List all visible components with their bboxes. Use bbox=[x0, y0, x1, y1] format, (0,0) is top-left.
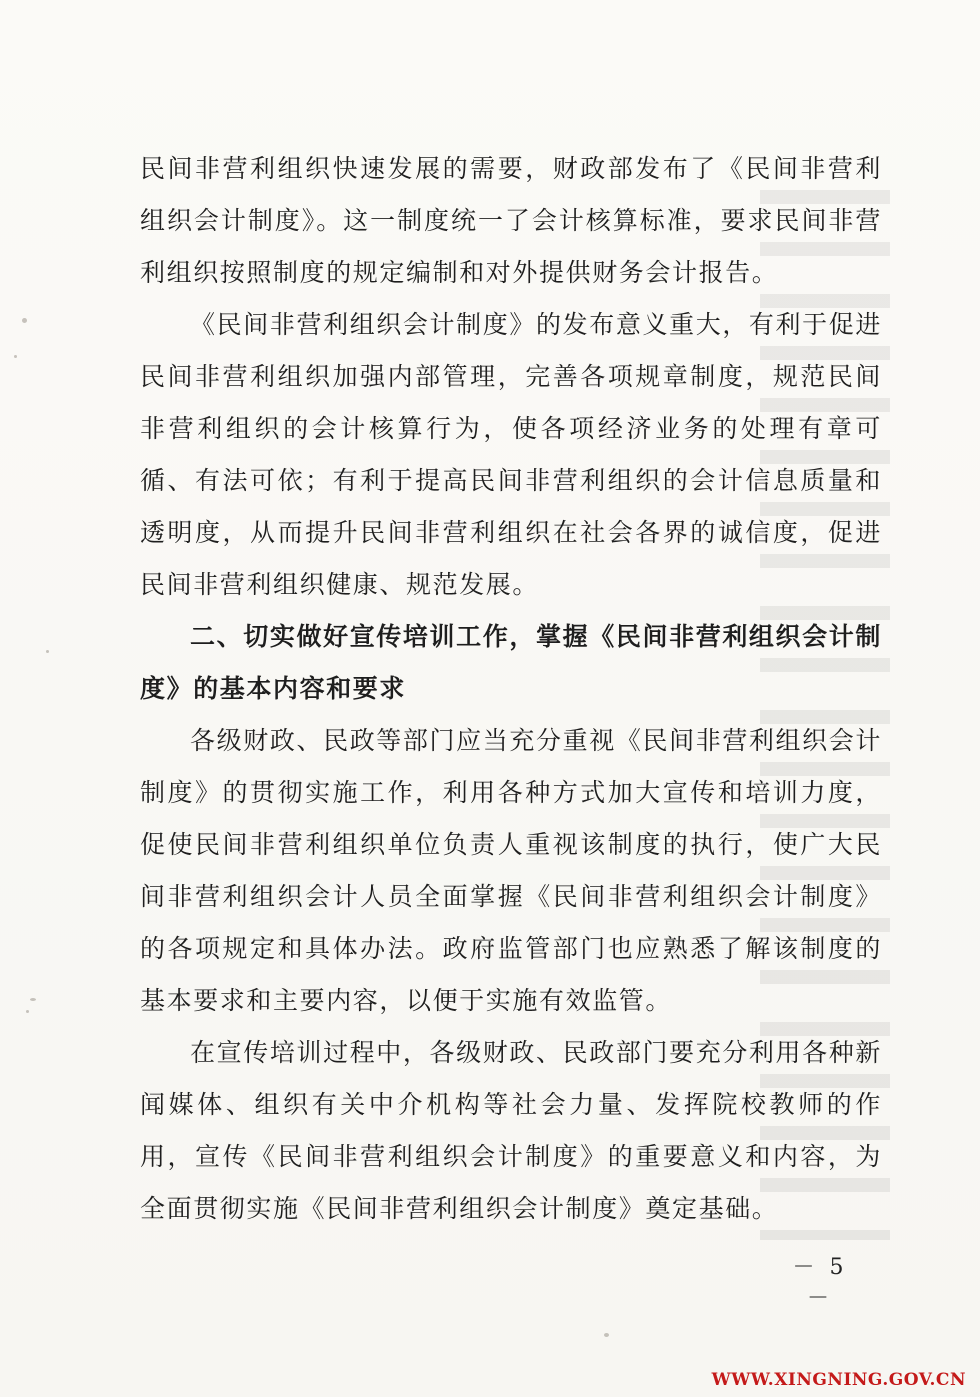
paragraph: 在宣传培训过程中，各级财政、民政部门要充分利用各种新闻媒体、组织有关中介机构等社会力量、发挥院校教师的作用，宣传《民间非营利组织会计制度》的重要意义和内容，为全面贯彻实施《民间非营利组织会计制度》奠定基础。 bbox=[140, 1038, 882, 1223]
paragraph: 民间非营利组织快速发展的需要，财政部发布了《民间非营利组织会计制度》。这一制度统一了会计核算标准，要求民间非营利组织按照制度的规定编制和对外提供财务会计报告。 bbox=[140, 154, 882, 287]
page-number: － 5 － bbox=[792, 1255, 848, 1311]
site-watermark: WWW.XINGNING.GOV.CN bbox=[711, 1370, 966, 1390]
scan-speck bbox=[46, 650, 49, 653]
document-body bbox=[140, 143, 882, 1235]
paragraph: 各级财政、民政等部门应当充分重视《民间非营利组织会计制度》的贯彻实施工作，利用各种方式加大宣传和培训力度，促使民间非营利组织单位负责人重视该制度的执行，使广大民间非营利组织会计人员全面掌握《民间非营利组织会计制度》的各项规定和具体办法。政府监管部门也应熟悉了解该制度的基本要求和主要内容，以便于实施有效监管。 bbox=[140, 726, 882, 1015]
section-heading: 二、切实做好宣传培训工作，掌握《民间非营利组织会计制度》的基本内容和要求 bbox=[140, 622, 882, 703]
scan-speck bbox=[30, 998, 36, 1001]
scan-speck bbox=[604, 1333, 609, 1337]
scan-speck bbox=[14, 355, 17, 358]
paragraph: 《民间非营利组织会计制度》的发布意义重大，有利于促进民间非营利组织加强内部管理，完善各项规章制度，规范民间非营利组织的会计核算行为，使各项经济业务的处理有章可循、有法可依；有利于提高民间非营利组织的会计信息质量和透明度，从而提升民间非营利组织在社会各界的诚信度，促进民间非营利组织健康、规范发展。 bbox=[140, 310, 882, 599]
scan-speck bbox=[26, 1010, 29, 1013]
scan-speck bbox=[22, 318, 27, 323]
